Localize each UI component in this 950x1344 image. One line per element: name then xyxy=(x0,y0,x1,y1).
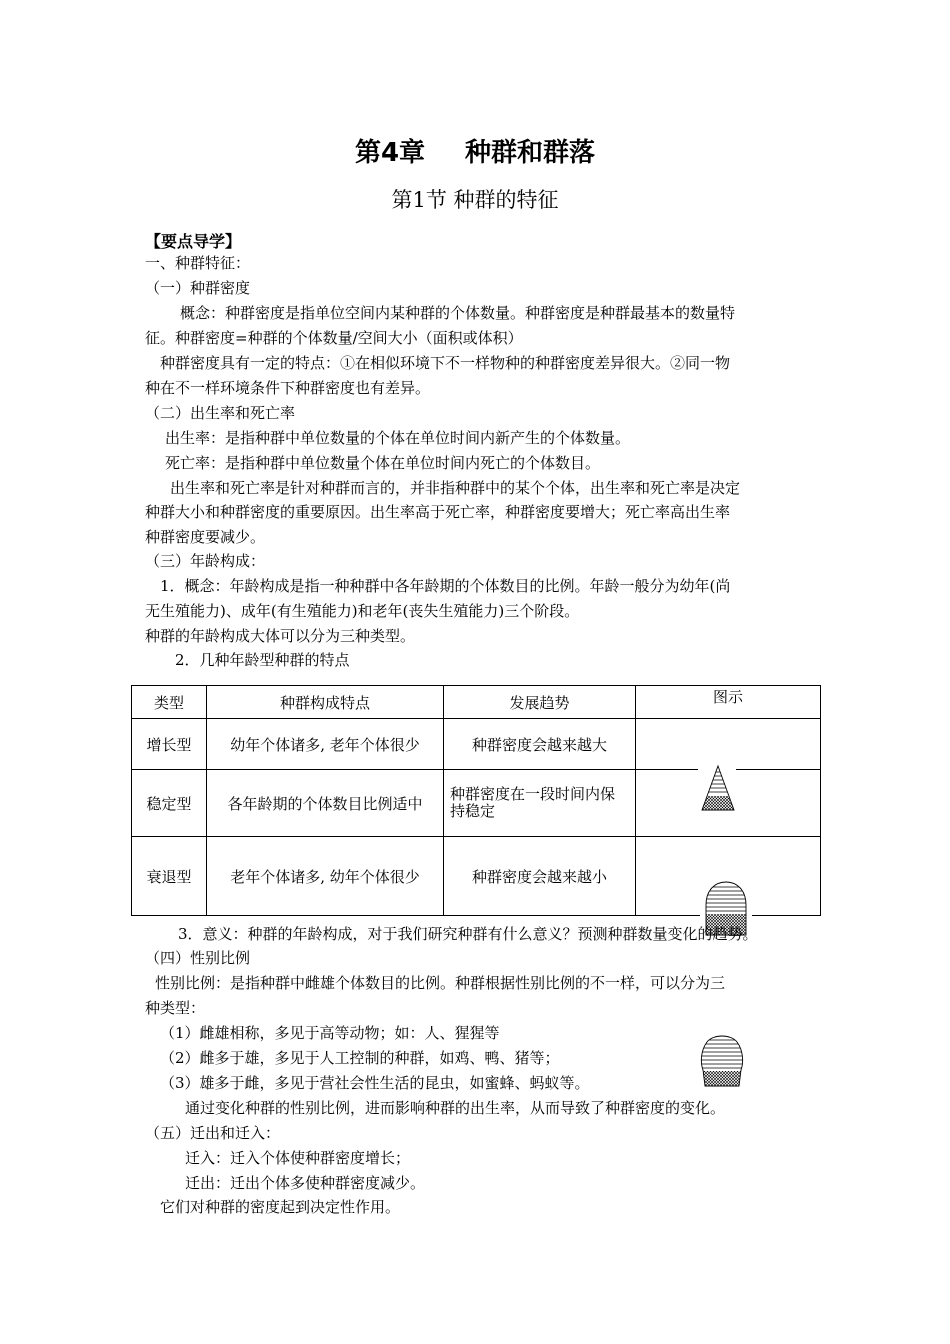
header-trend: 发展趋势 xyxy=(444,686,636,719)
migration-note: 它们对种群的密度起到决定性作用。 xyxy=(160,1198,401,1216)
chapter-number: 第4章 xyxy=(354,138,426,168)
table-header-row xyxy=(132,686,821,719)
chapter-title xyxy=(0,132,950,169)
sex-ratio-item-1: （1）雌雄相称，多见于高等动物；如：人、猩猩等 xyxy=(160,1024,500,1042)
chapter-name: 种群和群落 xyxy=(465,138,596,168)
row-stable-composition: 各年龄期的个体数目比例适中 xyxy=(207,770,444,837)
sex-ratio-note: 通过变化种群的性别比例，进而影响种群的出生率，从而导致了种群密度的变化。 xyxy=(185,1099,726,1117)
age-table-title: 2．几种年龄型种群的特点 xyxy=(175,651,350,669)
row-decline-trend: 种群密度会越来越小 xyxy=(444,837,636,916)
density-line-1: 概念：种群密度是指单位空间内某种群的个体数量。种群密度是种群最基本的数量特 xyxy=(180,304,736,322)
immigration-text: 迁入：迁入个体使种群密度增长； xyxy=(185,1149,411,1167)
header-type: 类型 xyxy=(132,686,207,719)
section-1-heading: 一、种群特征： xyxy=(145,254,251,272)
row-growth-diagram xyxy=(636,719,821,770)
age-meaning: 3．意义：种群的年龄构成，对于我们研究种群有什么意义？预测种群数量变化的趋势。 xyxy=(178,925,758,943)
sex-ratio-heading: （四）性别比例 xyxy=(145,949,251,967)
header-diagram: 图示 xyxy=(636,686,821,719)
age-concept-2: 无生殖能力)、成年(有生殖能力)和老年(丧失生殖能力)三个阶段。 xyxy=(145,602,580,620)
row-decline-type: 衰退型 xyxy=(132,837,207,916)
birth-death-heading: （二）出生率和死亡率 xyxy=(145,404,296,422)
age-concept-3: 种群的年龄构成大体可以分为三种类型。 xyxy=(145,627,416,645)
age-heading: （三）年龄构成： xyxy=(145,552,266,570)
guide-heading: 【要点导学】 xyxy=(145,232,242,251)
row-stable-trend: 种群密度在一段时间内保持稳定 xyxy=(444,770,636,837)
age-concept-1: 1．概念：年龄构成是指一种种群中各年龄期的个体数目的比例。年龄一般分为幼年(尚 xyxy=(160,577,731,595)
migration-heading: （五）迁出和迁入： xyxy=(145,1124,281,1142)
birth-death-note-2: 种群大小和种群密度的重要原因。出生率高于死亡率，种群密度要增大；死亡率高出生率 xyxy=(145,503,731,521)
sex-ratio-line-1: 性别比例：是指种群中雌雄个体数目的比例。种群根据性别比例的不一样，可以分为三 xyxy=(155,974,726,992)
header-composition: 种群构成特点 xyxy=(207,686,444,719)
emigration-text: 迁出：迁出个体多使种群密度减少。 xyxy=(185,1174,426,1192)
table-row xyxy=(132,719,821,770)
row-growth-trend: 种群密度会越来越大 xyxy=(444,719,636,770)
row-growth-type: 增长型 xyxy=(132,719,207,770)
density-line-4: 种在不一样环境条件下种群密度也有差异。 xyxy=(145,379,431,397)
death-rate-definition: 死亡率：是指种群中单位数量个体在单位时间内死亡的个体数目。 xyxy=(165,454,601,472)
density-heading: （一）种群密度 xyxy=(145,279,251,297)
density-line-3: 种群密度具有一定的特点：①在相似环境下不一样物种的种群密度差异很大。②同一物 xyxy=(160,354,731,372)
birth-death-note-1: 出生率和死亡率是针对种群而言的，并非指种群中的某个个体，出生率和死亡率是决定 xyxy=(170,479,741,497)
row-stable-type: 稳定型 xyxy=(132,770,207,837)
row-growth-composition: 幼年个体诸多, 老年个体很少 xyxy=(207,719,444,770)
row-decline-composition: 老年个体诸多, 幼年个体很少 xyxy=(207,837,444,916)
sex-ratio-line-2: 种类型： xyxy=(145,999,206,1017)
birth-rate-definition: 出生率：是指种群中单位数量的个体在单位时间内新产生的个体数量。 xyxy=(165,429,631,447)
declining-urn-icon xyxy=(697,1028,747,1090)
sex-ratio-item-2: （2）雌多于雄，多见于人工控制的种群，如鸡、鸭、猪等； xyxy=(160,1049,560,1067)
birth-death-note-3: 种群密度要减少。 xyxy=(145,528,266,546)
growth-pyramid-icon xyxy=(700,764,736,812)
section-title: 第1节 种群的特征 xyxy=(391,188,559,212)
sex-ratio-item-3: （3）雄多于雌，多见于营社会性生活的昆虫，如蜜蜂、蚂蚁等。 xyxy=(160,1074,590,1092)
density-line-2: 征。种群密度=种群的个体数量/空间大小（面积或体积） xyxy=(145,329,523,347)
